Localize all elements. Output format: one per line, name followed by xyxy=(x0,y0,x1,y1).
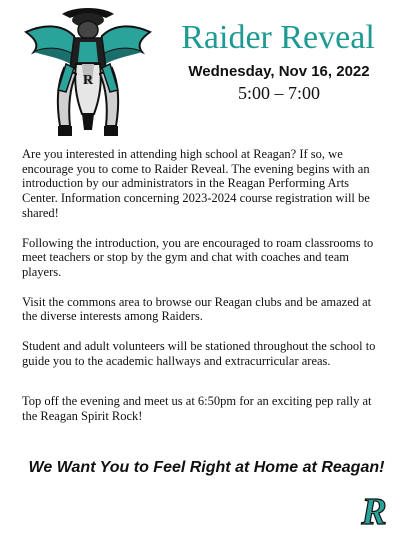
paragraph-pep-rally: Top off the evening and meet us at 6:50pm for an exciting pep rally at the Reagan Spirit Rock! xyxy=(22,394,372,424)
reagan-r-logo-icon xyxy=(352,490,396,530)
raider-mascot-image xyxy=(4,2,172,140)
paragraph-classrooms: Following the introduction, you are encouraged to roam classrooms to meet teachers or stop by the gym and chat with coaches and team players. xyxy=(22,235,374,279)
paragraph-intro: Are you interested in attending high school at Reagan? If so, we encourage you to come to Raider Reveal. The evening begins with an introduction by our administrators in the Reagan Performing Arts Center. Information concerning 2023-2024 course registration will be shared! xyxy=(22,147,370,220)
event-date: Wednesday, Nov 16, 2022 xyxy=(188,63,370,80)
tagline: We Want You to Feel Right at Home at Reagan! xyxy=(28,459,385,476)
event-time: 5:00 – 7:00 xyxy=(237,83,320,103)
flyer-body xyxy=(22,147,382,439)
flyer-title: Raider Reveal xyxy=(181,19,375,56)
svg-text:R: R xyxy=(82,73,94,88)
paragraph-volunteers: Student and adult volunteers will be stationed throughout the school to guide you to the academic hallways and extracurricular areas. xyxy=(22,339,376,368)
svg-text:R: R xyxy=(361,491,387,530)
paragraph-clubs: Visit the commons area to browse our Reagan clubs and be amazed at the diverse interests among Raiders. xyxy=(22,294,372,324)
